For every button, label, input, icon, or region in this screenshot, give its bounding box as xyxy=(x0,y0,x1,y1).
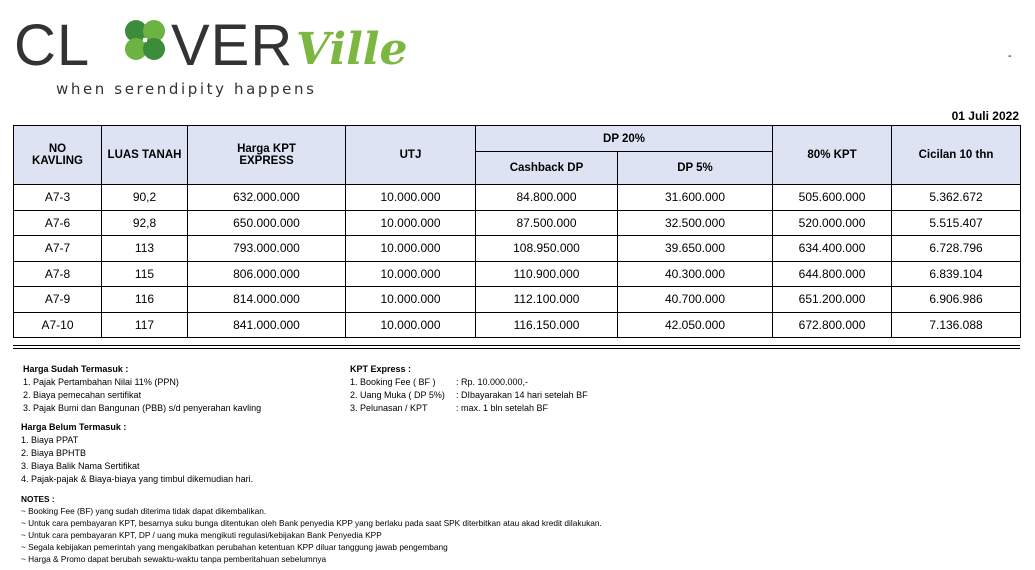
excluded-item: 4. Pajak-pajak & Biaya-biaya yang timbul dikemudian hari. xyxy=(21,474,254,484)
price-table xyxy=(13,125,1021,338)
cell-kpt80: 672.800.000 xyxy=(773,312,892,338)
kpt-express-value: : DIbayarakan 14 hari setelah BF xyxy=(456,390,588,400)
cell-cashback: 84.800.000 xyxy=(476,185,618,211)
cell-dp5: 40.300.000 xyxy=(618,261,773,287)
cell-no-kavling: A7-7 xyxy=(14,236,102,262)
cell-kpt80: 520.000.000 xyxy=(773,210,892,236)
cell-dp5: 42.050.000 xyxy=(618,312,773,338)
price-date: 01 Juli 2022 xyxy=(951,109,1019,123)
corner-mark: - xyxy=(1008,50,1012,62)
table-row xyxy=(14,312,1021,338)
kpt-express-label: 3. Pelunasan / KPT xyxy=(350,403,428,413)
kpt-express-item xyxy=(350,389,588,402)
header-utj: UTJ xyxy=(346,126,476,185)
kpt-express-label: 1. Booking Fee ( BF ) xyxy=(350,377,436,387)
included-title: Harga Sudah Termasuk : xyxy=(23,364,129,374)
excluded-section xyxy=(21,421,253,486)
kpt-express-item xyxy=(350,376,588,389)
cell-luas-tanah: 92,8 xyxy=(102,210,188,236)
header-luas-tanah: LUAS TANAH xyxy=(102,126,188,185)
cell-cicilan: 5.362.672 xyxy=(892,185,1021,211)
note-item: ~ Untuk cara pembayaran KPT, DP / uang muka mengikuti regulasi/kebijakan Bank Penyedia KPP xyxy=(21,530,382,540)
logo-brand-left: CL xyxy=(14,13,91,78)
cell-harga-kpt: 806.000.000 xyxy=(188,261,346,287)
logo-tagline: when serendipity happens xyxy=(56,80,317,98)
note-item: ~ Booking Fee (BF) yang sudah diterima tidak dapat dikembalikan. xyxy=(21,506,267,516)
cell-harga-kpt: 632.000.000 xyxy=(188,185,346,211)
cell-utj: 10.000.000 xyxy=(346,236,476,262)
kpt-express-title: KPT Express : xyxy=(350,364,412,374)
cell-kpt80: 644.800.000 xyxy=(773,261,892,287)
cell-luas-tanah: 117 xyxy=(102,312,188,338)
header-cashback: Cashback DP xyxy=(476,152,618,185)
excluded-title: Harga Belum Termasuk : xyxy=(21,422,127,432)
note-item: ~ Segala kebijakan pemerintah yang mengakibatkan perubahan ketentuan KPP diluar tanggung jawab pengembang xyxy=(21,542,448,552)
cell-utj: 10.000.000 xyxy=(346,210,476,236)
cell-utj: 10.000.000 xyxy=(346,185,476,211)
cell-harga-kpt: 650.000.000 xyxy=(188,210,346,236)
header-kpt80: 80% KPT xyxy=(773,126,892,185)
excluded-item: 2. Biaya BPHTB xyxy=(21,448,87,458)
included-section xyxy=(23,363,261,415)
included-item: 3. Pajak Bumi dan Bangunan (PBB) s/d penyerahan kavling xyxy=(23,403,262,413)
notes-section xyxy=(21,493,602,565)
cell-utj: 10.000.000 xyxy=(346,312,476,338)
cell-luas-tanah: 113 xyxy=(102,236,188,262)
cell-no-kavling: A7-10 xyxy=(14,312,102,338)
header-dp5: DP 5% xyxy=(618,152,773,185)
table-body xyxy=(14,185,1021,338)
cell-cicilan: 6.906.986 xyxy=(892,287,1021,313)
cell-cicilan: 7.136.088 xyxy=(892,312,1021,338)
cell-luas-tanah: 116 xyxy=(102,287,188,313)
included-item: 1. Pajak Pertambahan Nilai 11% (PPN) xyxy=(23,377,179,387)
header-no-kavling: NO KAVLING xyxy=(14,126,102,185)
kpt-express-value: : max. 1 bln setelah BF xyxy=(456,403,549,413)
table-row xyxy=(14,261,1021,287)
logo-brand-right: VER xyxy=(171,13,294,78)
header-dp20: DP 20% xyxy=(476,126,773,152)
kpt-express-section xyxy=(350,363,588,415)
divider-bottom xyxy=(13,348,1020,349)
table-row xyxy=(14,236,1021,262)
cell-dp5: 32.500.000 xyxy=(618,210,773,236)
cell-cashback: 116.150.000 xyxy=(476,312,618,338)
cell-cashback: 112.100.000 xyxy=(476,287,618,313)
clover-leaf-icon xyxy=(125,20,165,60)
cell-luas-tanah: 115 xyxy=(102,261,188,287)
cell-luas-tanah: 90,2 xyxy=(102,185,188,211)
cell-dp5: 31.600.000 xyxy=(618,185,773,211)
excluded-item: 1. Biaya PPAT xyxy=(21,435,79,445)
note-item: ~ Untuk cara pembayaran KPT, besarnya suku bunga ditentukan oleh Bank penyedia KPP yang berlaku pada saat SPK diterbitkan atau akad kredit dilakukan. xyxy=(21,518,602,528)
kpt-express-label: 2. Uang Muka ( DP 5%) xyxy=(350,390,445,400)
kpt-express-item xyxy=(350,402,588,415)
header-harga-kpt: Harga KPT EXPRESS xyxy=(188,126,346,185)
table-row xyxy=(14,287,1021,313)
included-item: 2. Biaya pemecahan sertifikat xyxy=(23,390,142,400)
cell-cicilan: 6.839.104 xyxy=(892,261,1021,287)
note-item: ~ Harga & Promo dapat berubah sewaktu-waktu tanpa pemberitahuan sebelumnya xyxy=(21,554,327,564)
cell-cicilan: 5.515.407 xyxy=(892,210,1021,236)
cell-dp5: 39.650.000 xyxy=(618,236,773,262)
cell-utj: 10.000.000 xyxy=(346,287,476,313)
excluded-item: 3. Biaya Balik Nama Sertifikat xyxy=(21,461,140,471)
cell-no-kavling: A7-8 xyxy=(14,261,102,287)
cell-harga-kpt: 841.000.000 xyxy=(188,312,346,338)
cell-cashback: 108.950.000 xyxy=(476,236,618,262)
cell-kpt80: 634.400.000 xyxy=(773,236,892,262)
cell-harga-kpt: 793.000.000 xyxy=(188,236,346,262)
cell-cashback: 110.900.000 xyxy=(476,261,618,287)
cell-dp5: 40.700.000 xyxy=(618,287,773,313)
kpt-express-value: : Rp. 10.000.000,- xyxy=(456,377,529,387)
clover-ville-logo xyxy=(14,10,414,100)
cell-no-kavling: A7-6 xyxy=(14,210,102,236)
cell-kpt80: 505.600.000 xyxy=(773,185,892,211)
header-cicilan: Cicilan 10 thn xyxy=(892,126,1021,185)
cell-no-kavling: A7-9 xyxy=(14,287,102,313)
cell-harga-kpt: 814.000.000 xyxy=(188,287,346,313)
divider-top xyxy=(13,345,1020,346)
cell-cicilan: 6.728.796 xyxy=(892,236,1021,262)
table-row xyxy=(14,210,1021,236)
cell-cashback: 87.500.000 xyxy=(476,210,618,236)
notes-title: NOTES : xyxy=(21,494,55,504)
logo-brand-script: Ville xyxy=(296,24,408,75)
cell-kpt80: 651.200.000 xyxy=(773,287,892,313)
cell-no-kavling: A7-3 xyxy=(14,185,102,211)
cell-utj: 10.000.000 xyxy=(346,261,476,287)
table-row xyxy=(14,185,1021,211)
